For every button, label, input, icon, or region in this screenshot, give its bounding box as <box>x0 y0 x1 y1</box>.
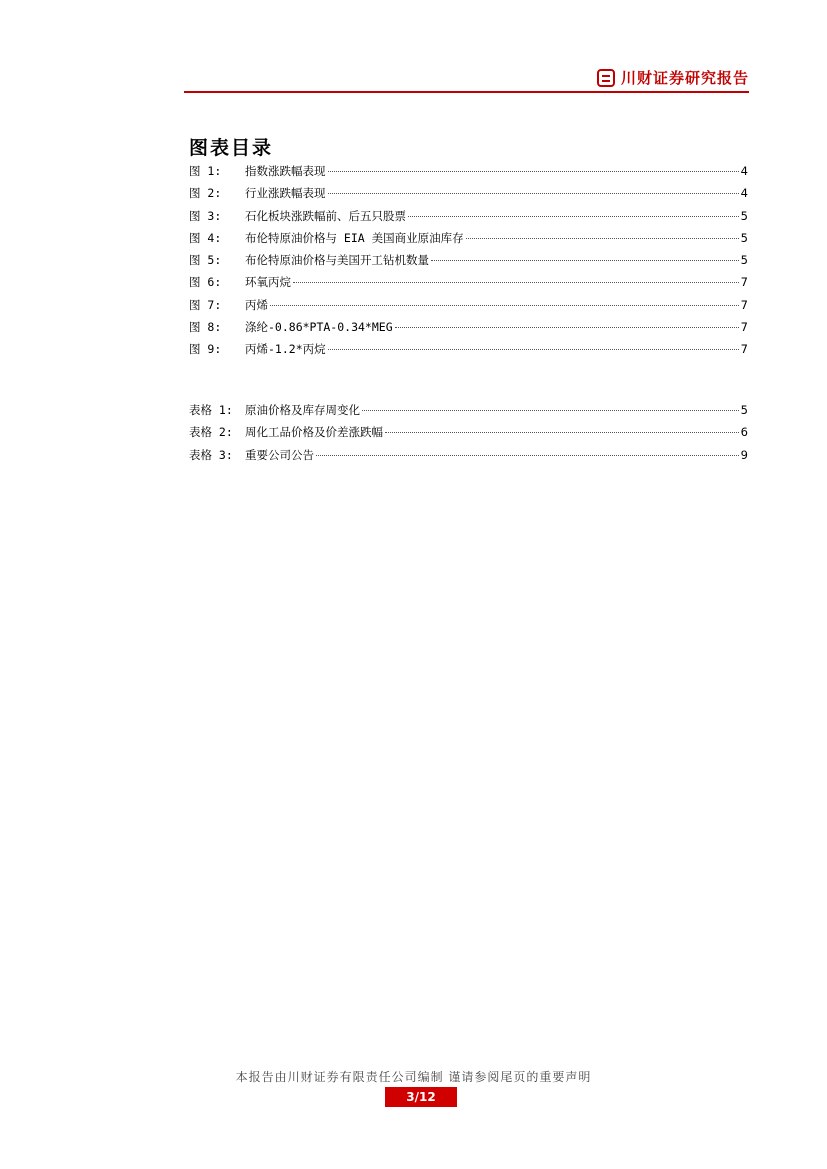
figure-entry-title[interactable]: 石化板块涨跌幅前、后五只股票 <box>245 208 406 223</box>
figure-entry[interactable] <box>189 185 748 207</box>
figure-entry-label: 图 4: <box>189 230 222 245</box>
figure-entry-page: 7 <box>740 297 748 312</box>
table-entry-title[interactable]: 周化工品价格及价差涨跌幅 <box>245 425 383 440</box>
table-entry-label: 表格 2: <box>189 425 233 440</box>
figure-entry-page: 7 <box>740 275 748 290</box>
figure-entry-title[interactable]: 行业涨跌幅表现 <box>245 186 326 201</box>
page-number-badge: 3/12 <box>385 1087 457 1107</box>
dot-leader <box>408 216 739 217</box>
dot-leader <box>385 432 739 433</box>
figure-entry[interactable] <box>189 230 748 252</box>
dot-leader <box>293 282 739 283</box>
dot-leader <box>316 455 739 456</box>
dot-leader <box>466 238 739 239</box>
table-entry[interactable] <box>189 447 748 469</box>
table-entry-title[interactable]: 重要公司公告 <box>245 447 314 462</box>
dot-leader <box>362 410 739 411</box>
table-entry-page: 6 <box>740 425 748 440</box>
figure-entry-title[interactable]: 涤纶-0.86*PTA-0.34*MEG <box>245 320 393 335</box>
figure-entry-page: 5 <box>740 230 748 245</box>
dot-leader <box>328 171 739 172</box>
toc-title: 图表目录 <box>189 137 274 159</box>
table-entry-page: 5 <box>740 403 748 417</box>
figure-entry-label: 图 3: <box>189 208 222 223</box>
figure-entry-page: 5 <box>740 253 748 268</box>
table-entry-label: 表格 3: <box>189 447 233 462</box>
figure-entry[interactable] <box>189 252 748 274</box>
figure-entry-label: 图 9: <box>189 342 222 357</box>
dot-leader <box>431 260 739 261</box>
table-entry[interactable] <box>189 402 748 424</box>
footer-disclaimer: 本报告由川财证券有限责任公司编制 谨请参阅尾页的重要声明 <box>235 1070 592 1084</box>
figure-entry-label: 图 1: <box>189 164 222 178</box>
dot-leader <box>270 305 739 306</box>
figure-entry[interactable] <box>189 341 748 363</box>
figure-entry-label: 图 8: <box>189 320 222 335</box>
figure-entry-page: 5 <box>740 208 748 223</box>
figure-entry[interactable] <box>189 297 748 319</box>
table-entry-title[interactable]: 原油价格及库存周变化 <box>245 403 360 417</box>
figure-entry-title[interactable]: 丙烯-1.2*丙烷 <box>245 342 326 357</box>
figure-entry-title[interactable]: 布伦特原油价格与美国开工钻机数量 <box>245 253 429 268</box>
dot-leader <box>395 327 739 328</box>
figure-entry-label: 图 5: <box>189 253 222 268</box>
figure-entry-label: 图 2: <box>189 186 222 201</box>
figure-entry-page: 7 <box>740 342 748 357</box>
figure-entry-label: 图 7: <box>189 297 222 312</box>
figure-list <box>189 163 748 364</box>
figure-entry[interactable] <box>189 163 748 185</box>
figure-entry-title[interactable]: 指数涨跌幅表现 <box>245 164 326 178</box>
brand-name: 川财证券研究报告 <box>620 69 749 87</box>
figure-entry-label: 图 6: <box>189 275 222 290</box>
figure-entry-title[interactable]: 丙烯 <box>245 297 268 312</box>
header-divider <box>184 91 749 93</box>
table-list <box>189 402 748 469</box>
figure-entry[interactable] <box>189 274 748 296</box>
table-entry-label: 表格 1: <box>189 403 233 417</box>
table-entry-page: 9 <box>740 447 748 462</box>
figure-entry[interactable] <box>189 319 748 341</box>
figure-entry-title[interactable]: 布伦特原油价格与 EIA 美国商业原油库存 <box>245 230 464 245</box>
dot-leader <box>328 349 739 350</box>
header-brand <box>597 67 749 88</box>
dot-leader <box>328 193 739 194</box>
figure-entry-page: 4 <box>740 186 748 201</box>
figure-entry-title[interactable]: 环氧丙烷 <box>245 275 291 290</box>
figure-entry-page: 4 <box>740 164 748 178</box>
figure-entry[interactable] <box>189 208 748 230</box>
figure-entry-page: 7 <box>740 320 748 335</box>
table-entry[interactable] <box>189 424 748 446</box>
chuancai-logo-icon <box>597 69 615 87</box>
